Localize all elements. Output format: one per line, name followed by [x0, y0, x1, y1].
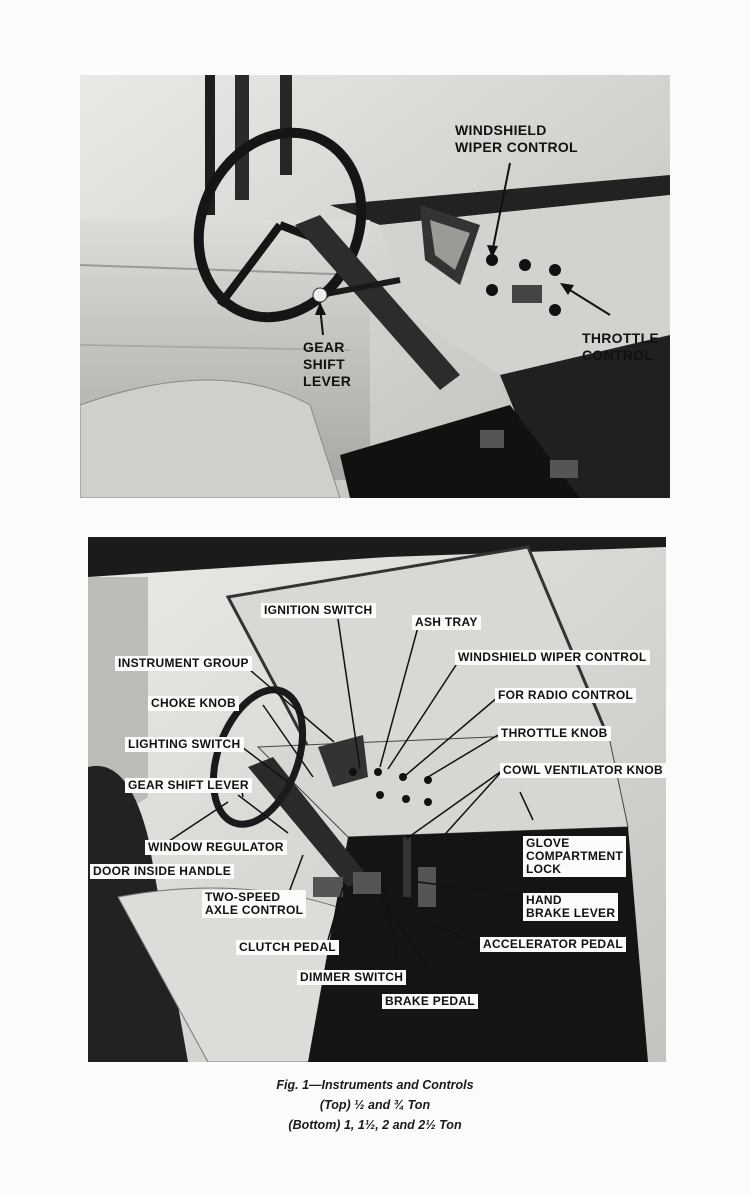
- label-dimmer-switch: DIMMER SWITCH: [297, 970, 406, 985]
- label-glove-line2: COMPARTMENT: [526, 849, 624, 863]
- caption-line3: (Bottom) 1, 1½, 2 and 2½ Ton: [288, 1118, 462, 1132]
- label-throttle-knob: THROTTLE KNOB: [498, 726, 611, 741]
- label-hand-brake-lever: [523, 893, 618, 921]
- top-photo: [80, 75, 670, 498]
- figure-caption: [0, 1075, 750, 1135]
- top-label-gear-line1: GEAR: [303, 339, 345, 355]
- label-glove-compartment-lock: [523, 836, 626, 877]
- top-label-gear-line2: SHIFT: [303, 356, 345, 372]
- top-label-throttle-line2: CONTROL: [582, 347, 654, 363]
- top-label-throttle-control: [582, 330, 659, 364]
- label-ash-tray: ASH TRAY: [412, 615, 481, 630]
- top-photo-illustration: [80, 75, 670, 498]
- label-accelerator-pedal: ACCELERATOR PEDAL: [480, 937, 626, 952]
- label-choke-knob: CHOKE KNOB: [148, 696, 239, 711]
- label-glove-line3: LOCK: [526, 862, 562, 876]
- label-for-radio-control: FOR RADIO CONTROL: [495, 688, 636, 703]
- top-label-windshield-wiper-control: [455, 122, 578, 156]
- label-hand-brake-line1: HAND: [526, 893, 562, 907]
- top-label-throttle-line1: THROTTLE: [582, 330, 660, 346]
- label-windshield-wiper-control: WINDSHIELD WIPER CONTROL: [455, 650, 650, 665]
- label-hand-brake-line2: BRAKE LEVER: [526, 906, 616, 920]
- top-label-windshield-line2: WIPER CONTROL: [455, 139, 578, 155]
- label-two-speed-line1: TWO-SPEED: [205, 890, 281, 904]
- label-cowl-ventilator-knob: COWL VENTILATOR KNOB: [500, 763, 666, 778]
- top-label-gear-line3: LEVER: [303, 373, 352, 389]
- label-two-speed-line2: AXLE CONTROL: [205, 903, 304, 917]
- caption-line2: (Top) ½ and ¾ Ton: [319, 1098, 431, 1112]
- top-label-windshield-line1: WINDSHIELD: [455, 122, 547, 138]
- top-label-gear-shift-lever: [303, 339, 351, 390]
- caption-line1: Fig. 1—Instruments and Controls: [276, 1078, 474, 1092]
- label-two-speed-axle-control: [202, 890, 306, 918]
- label-ignition-switch: IGNITION SWITCH: [261, 603, 376, 618]
- label-window-regulator: WINDOW REGULATOR: [145, 840, 287, 855]
- label-brake-pedal: BRAKE PEDAL: [382, 994, 478, 1009]
- label-gear-shift-lever: GEAR SHIFT LEVER: [125, 778, 252, 793]
- label-lighting-switch: LIGHTING SWITCH: [125, 737, 244, 752]
- label-clutch-pedal: CLUTCH PEDAL: [236, 940, 339, 955]
- label-glove-line1: GLOVE: [526, 836, 570, 850]
- label-door-inside-handle: DOOR INSIDE HANDLE: [90, 864, 234, 879]
- label-instrument-group: INSTRUMENT GROUP: [115, 656, 252, 671]
